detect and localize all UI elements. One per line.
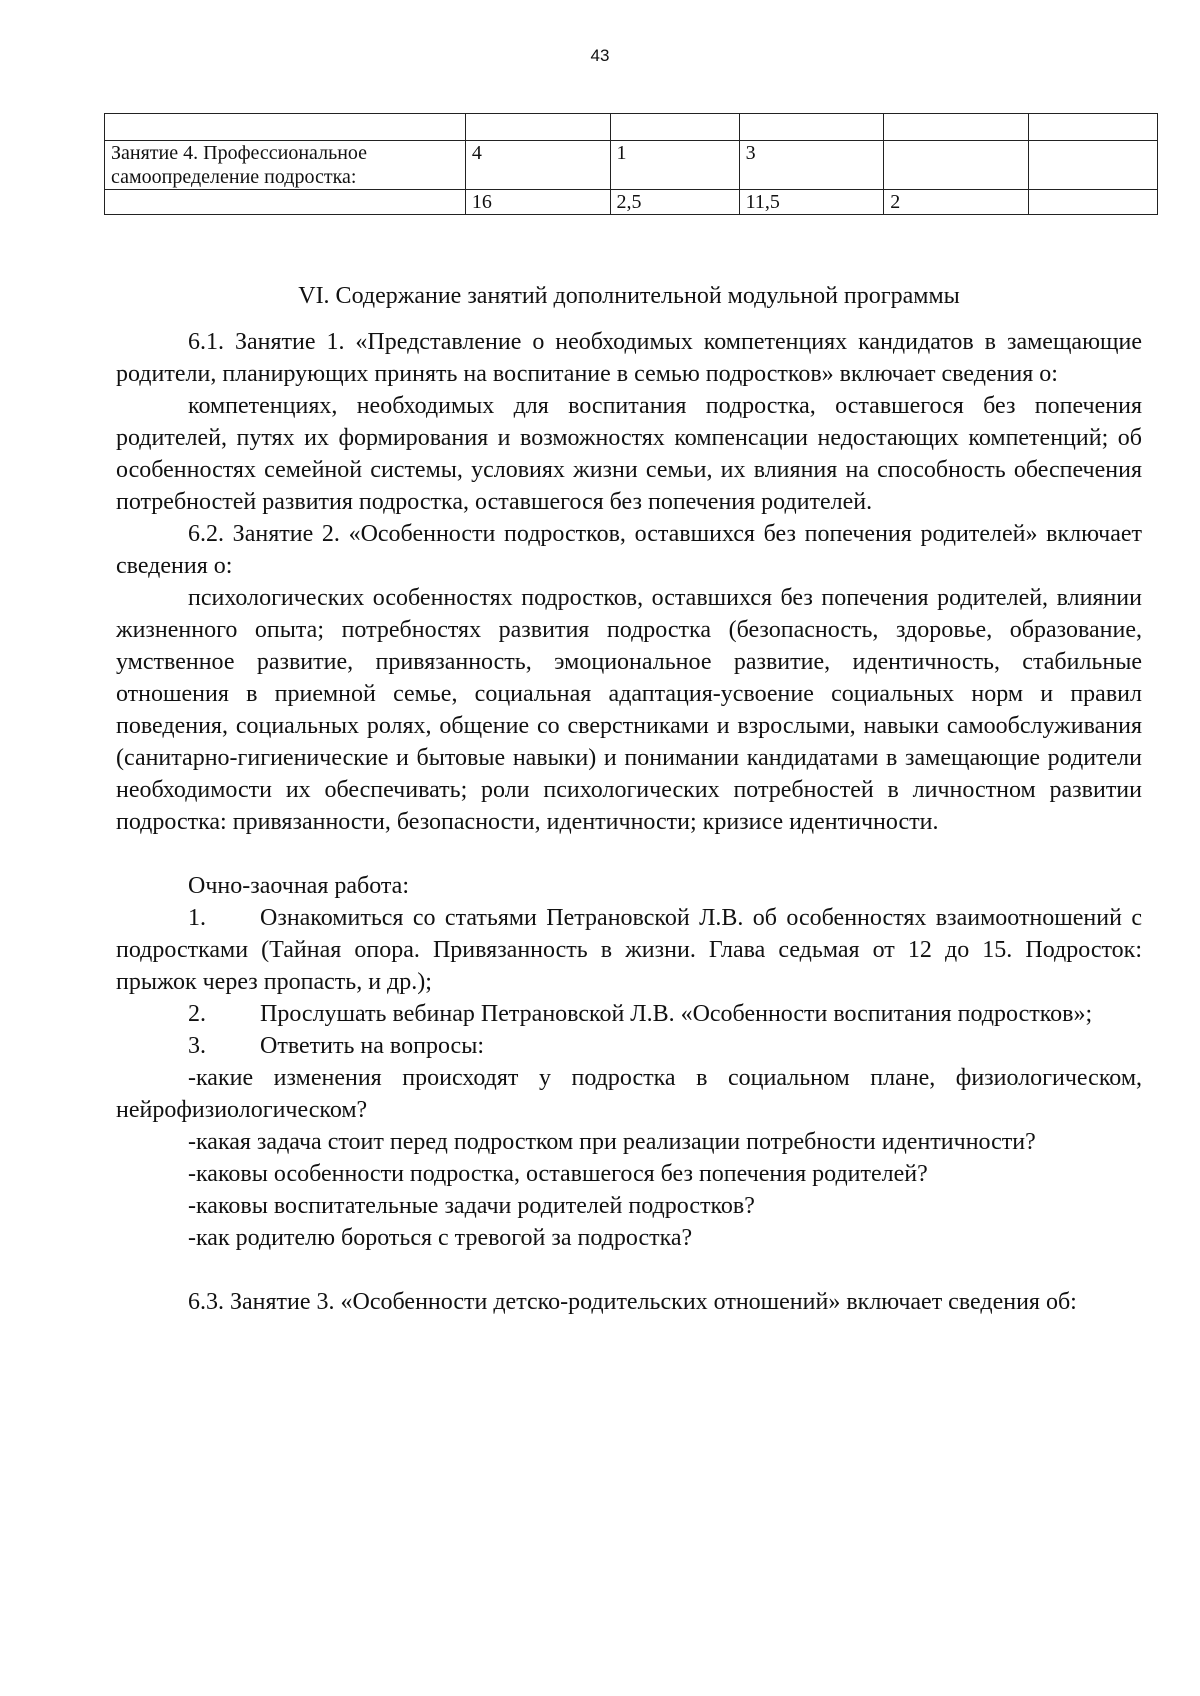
table-cell	[884, 114, 1029, 141]
paragraph-6-2-body: психологических особенностях подростков, оставшихся без попечения родителей, влиянии жизненного опыта; потребностях развития подростка (безопасность, здоровье, образование, умственное развитие, привязанность, эмоциональное развитие, идентичность, стабильные отношения в приемной семье, социальная адаптация-усвоение социальных норм и правил поведения, социальных ролях, общение со сверстниками и взрослыми, навыки самообслуживания (санитарно-гигиенические и бытовые навыки) и понимании кандидатами в замещающие родители необходимости их обеспечивать; роли психологических потребностей в личностном развитии подростка: привязанности, безопасности, идентичности; кризисе идентичности.	[116, 585, 1142, 835]
task-item	[116, 902, 1142, 998]
table-cell	[1028, 190, 1157, 215]
document-body	[116, 280, 1142, 1318]
question-item: -какие изменения происходят у подростка в социальном плане, физиологическом, нейрофизиологическом?	[116, 1065, 1142, 1123]
table-cell: 2,5	[610, 190, 739, 215]
remote-work-title: Очно-заочная работа:	[188, 873, 410, 899]
question-item: -каковы воспитательные задачи родителей подростков?	[188, 1193, 755, 1219]
task-item	[116, 998, 1142, 1030]
paragraph-6-1-body: компетенциях, необходимых для воспитания подростка, оставшегося без попечения родителей, путях их формирования и возможностях компенсации недостающих компетенций; об особенностях семейной системы, условиях жизни семьи, их влияния на способность обеспечения потребностей развития подростка, оставшегося без попечения родителей.	[116, 393, 1142, 515]
question-item: -как родителю бороться с тревогой за подростка?	[188, 1225, 693, 1251]
spacer	[116, 1254, 1142, 1286]
task-number: 1.	[188, 905, 206, 931]
table-cell	[1028, 141, 1157, 190]
table-cell: 11,5	[739, 190, 884, 215]
table-cell	[610, 114, 739, 141]
task-text: Ознакомиться со статьями Петрановской Л.В. об особенностях взаимоотношений с подростками (Тайная опора. Привязанность в жизни. Глава седьмая от 12 до 15. Подросток: прыжок через пропасть, и др.);	[116, 905, 1142, 995]
table-row	[105, 141, 1158, 190]
table-cell	[1028, 114, 1157, 141]
task-text: Ответить на вопросы:	[260, 1033, 484, 1059]
paragraph-6-2: 6.2. Занятие 2. «Особенности подростков, оставшихся без попечения родителей» включает сведения о:	[116, 521, 1142, 579]
page-number: 43	[590, 46, 610, 65]
section-heading: VI. Содержание занятий дополнительной модульной программы	[298, 283, 960, 309]
schedule-table	[104, 113, 1158, 215]
task-number: 2.	[188, 1001, 206, 1027]
spacer	[116, 838, 1142, 870]
task-item	[116, 1030, 1142, 1062]
table-cell	[105, 190, 466, 215]
table-row-total	[105, 190, 1158, 215]
task-number: 3.	[188, 1033, 206, 1059]
table-cell: 2	[884, 190, 1029, 215]
table-cell	[465, 114, 610, 141]
task-text: Прослушать вебинар Петрановской Л.В. «Особенности воспитания подростков»;	[260, 1001, 1093, 1027]
table-cell: 4	[465, 141, 610, 190]
table-cell: 1	[610, 141, 739, 190]
paragraph-6-1: 6.1. Занятие 1. «Представление о необходимых компетенциях кандидатов в замещающие родители, планирующих принять на воспитание в семью подростков» включает сведения о:	[116, 329, 1142, 387]
question-item: -какая задача стоит перед подростком при реализации потребности идентичности?	[188, 1129, 1036, 1155]
table-row	[105, 114, 1158, 141]
table-cell	[105, 114, 466, 141]
table-cell: 3	[739, 141, 884, 190]
question-item: -каковы особенности подростка, оставшегося без попечения родителей?	[188, 1161, 928, 1187]
table-cell: 16	[465, 190, 610, 215]
table-cell	[884, 141, 1029, 190]
table-cell-topic: Занятие 4. Профессиональное самоопределение подростка:	[105, 141, 466, 190]
table-cell	[739, 114, 884, 141]
paragraph-6-3: 6.3. Занятие 3. «Особенности детско-родительских отношений» включает сведения об:	[188, 1289, 1077, 1315]
